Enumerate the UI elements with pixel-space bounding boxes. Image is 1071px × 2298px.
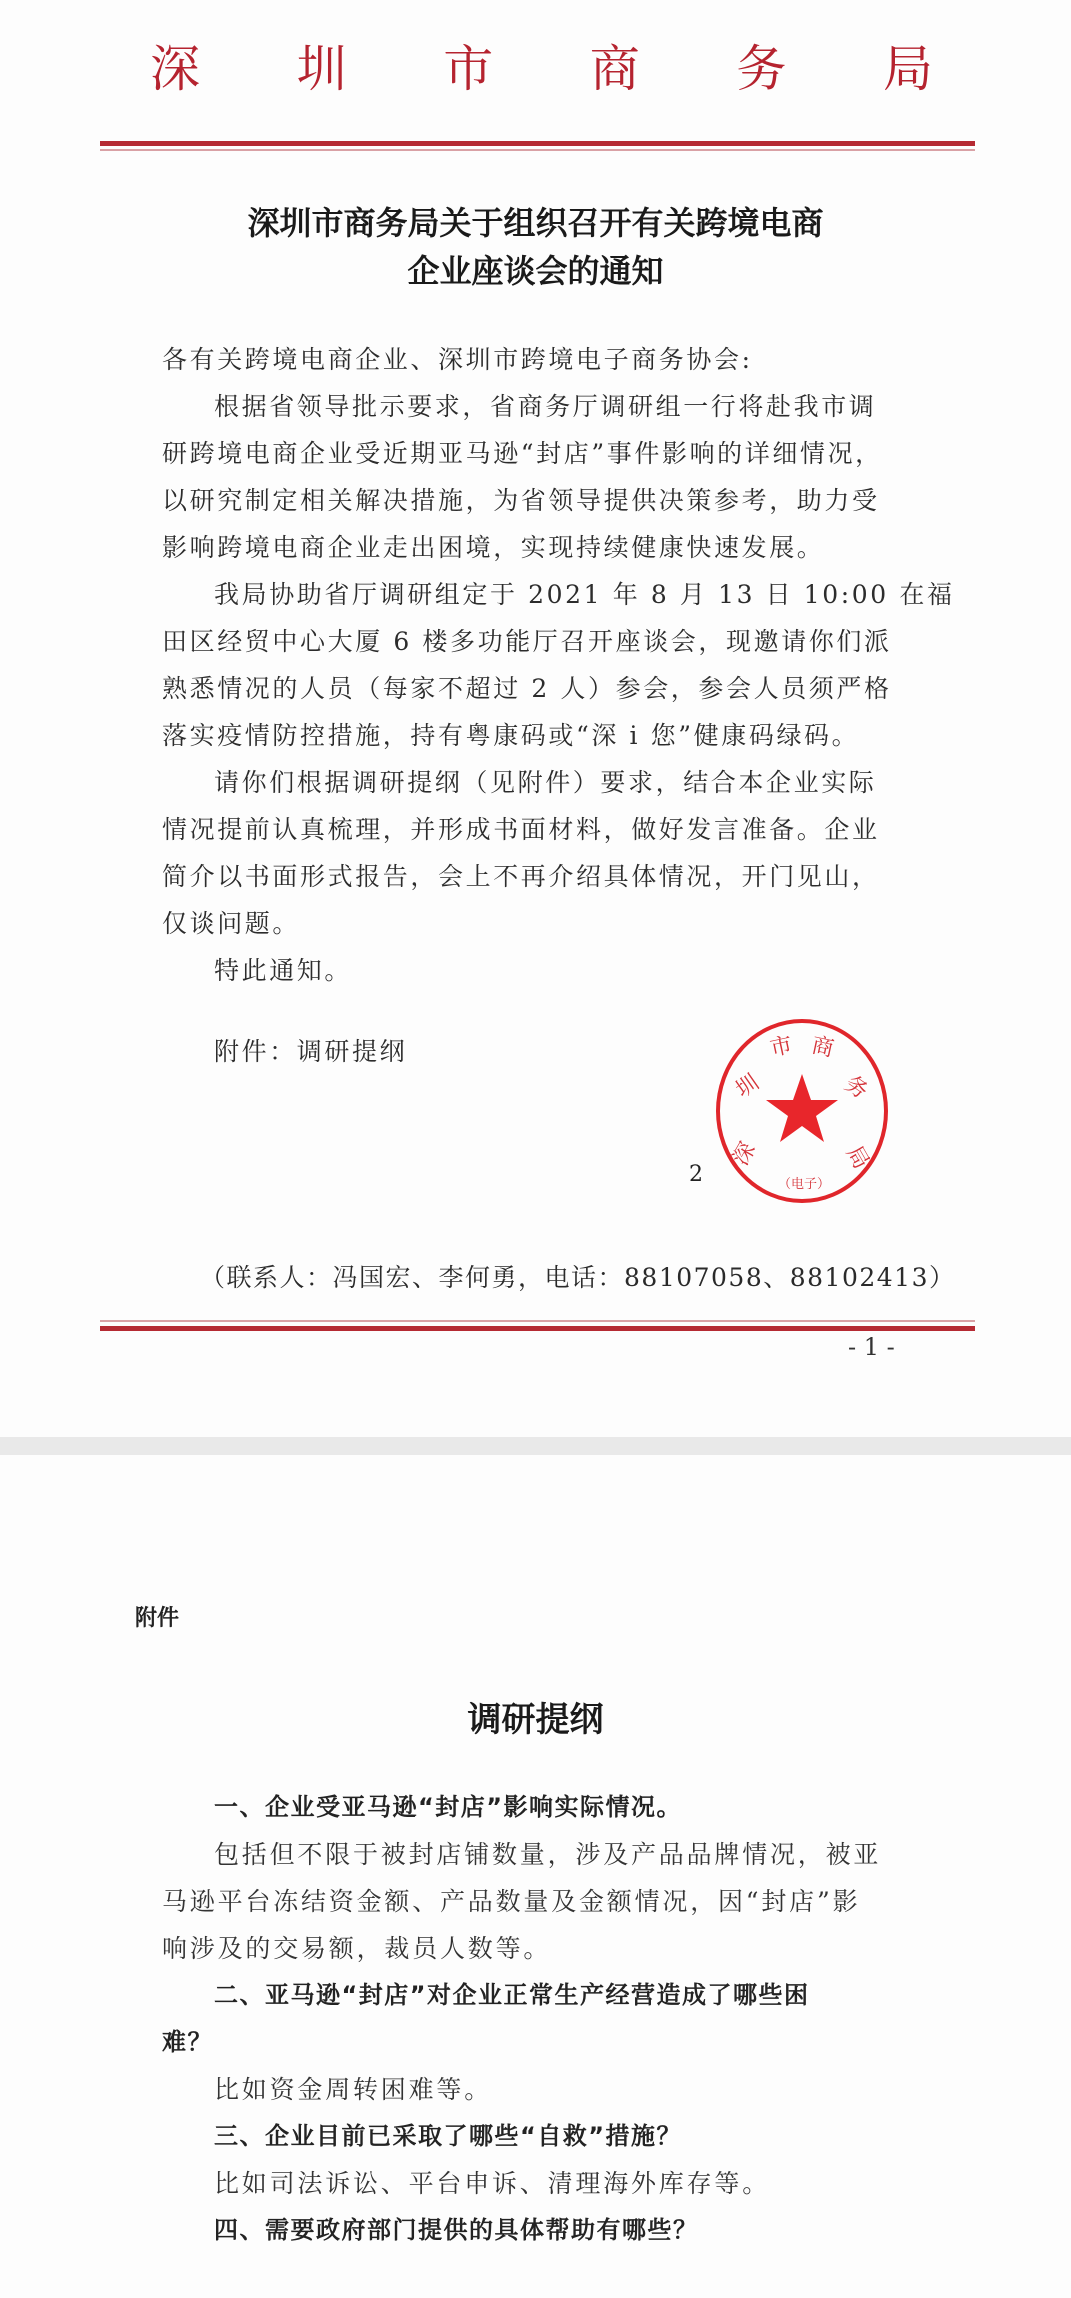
salutation: 各有关跨境电商企业、深圳市跨境电子商务协会: [162, 345, 753, 374]
svg-text:市: 市 [767, 1032, 795, 1062]
section-body-line: 马逊平台冻结资金额、产品数量及金额情况，因“封店”影 [162, 1887, 861, 1916]
official-seal [712, 1016, 892, 1206]
paragraph-line: 影响跨境电商企业走出困境，实现持续健康快速发展。 [162, 533, 825, 562]
section-heading: 四、需要政府部门提供的具体帮助有哪些？ [214, 2216, 699, 2244]
letterhead-char: 局 [882, 40, 933, 98]
title-line: 深圳市商务局关于组织召开有关跨境电商 [247, 204, 824, 242]
section-body-line: 比如司法诉讼、平台申诉、清理海外库存等。 [214, 2169, 771, 2198]
agency-letterhead [100, 40, 975, 98]
closing-line: 特此通知。 [214, 956, 353, 985]
document-body [162, 336, 955, 994]
svg-text:务: 务 [839, 1071, 873, 1105]
letterhead-char: 商 [589, 40, 640, 98]
section-heading: 难？ [162, 2028, 213, 2056]
outline-title: 调研提纲 [467, 1700, 604, 1740]
footer-rule-thin [100, 1320, 975, 1322]
section-body-line: 响涉及的交易额，裁员人数等。 [162, 1934, 552, 1963]
paragraph-line: 我局协助省厅调研组定于 2021 年 8 月 13 日 10:00 在福 [214, 580, 955, 609]
svg-text:商: 商 [809, 1033, 837, 1063]
attachment-label: 附件 [135, 1606, 180, 1631]
section-heading: 三、企业目前已采取了哪些“自救”措施？ [214, 2122, 683, 2150]
header-rule-thick [100, 141, 975, 146]
section-body-line: 包括但不限于被封店铺数量，涉及产品品牌情况，被亚 [214, 1840, 882, 1869]
footer-rule-thick [100, 1326, 975, 1331]
paragraph-line: 情况提前认真梳理，并形成书面材料，做好发言准备。企业 [162, 815, 880, 844]
svg-text:深: 深 [728, 1138, 762, 1170]
letterhead-char: 务 [736, 40, 787, 98]
paragraph-line: 根据省领导批示要求，省商务厅调研组一行将赴我市调 [214, 392, 877, 421]
seal-side-number: 2 [689, 1162, 703, 1187]
document-page-2 [0, 1455, 1071, 2298]
paragraph-line: 研跨境电商企业受近期亚马逊“封店”事件影响的详细情况， [162, 439, 883, 468]
paragraph-line: 请你们根据调研提纲（见附件）要求，结合本企业实际 [214, 768, 877, 797]
outline-body [162, 1784, 881, 2254]
page-number: - 1 - [848, 1333, 895, 1361]
section-heading: 一、企业受亚马逊“封店”影响实际情况。 [214, 1793, 683, 1821]
document-title [0, 199, 1071, 295]
paragraph-line: 以研究制定相关解决措施，为省领导提供决策参考，助力受 [162, 486, 880, 515]
paragraph-line: 熟悉情况的人员（每家不超过 2 人）参会，参会人员须严格 [162, 674, 892, 703]
svg-text:局: 局 [840, 1141, 874, 1174]
paragraph-line: 简介以书面形式报告，会上不再介绍具体情况，开门见山， [162, 862, 880, 891]
seal-icon [712, 1016, 892, 1206]
section-body-line: 比如资金周转困难等。 [214, 2075, 493, 2104]
letterhead-char: 深 [150, 40, 200, 98]
contact-line: （联系人：冯国宏、李何勇，电话：88107058、88102413） [200, 1263, 956, 1292]
section-heading: 二、亚马逊“封店”对企业正常生产经营造成了哪些困 [214, 1981, 810, 2009]
letterhead-char: 市 [443, 40, 494, 98]
paragraph-line: 仅谈问题。 [162, 909, 301, 938]
seal-bottom-text: （电子） [778, 1177, 831, 1192]
paragraph-line: 田区经贸中心大厦 6 楼多功能厅召开座谈会，现邀请你们派 [162, 627, 892, 656]
header-rule-thin [100, 149, 975, 151]
paragraph-line: 落实疫情防控措施，持有粤康码或“深 i 您”健康码绿码。 [162, 721, 860, 750]
title-line: 企业座谈会的通知 [407, 252, 664, 290]
svg-text:圳: 圳 [731, 1070, 764, 1104]
attachment-note: 附件：调研提纲 [214, 1037, 408, 1066]
letterhead-char: 圳 [296, 40, 347, 98]
